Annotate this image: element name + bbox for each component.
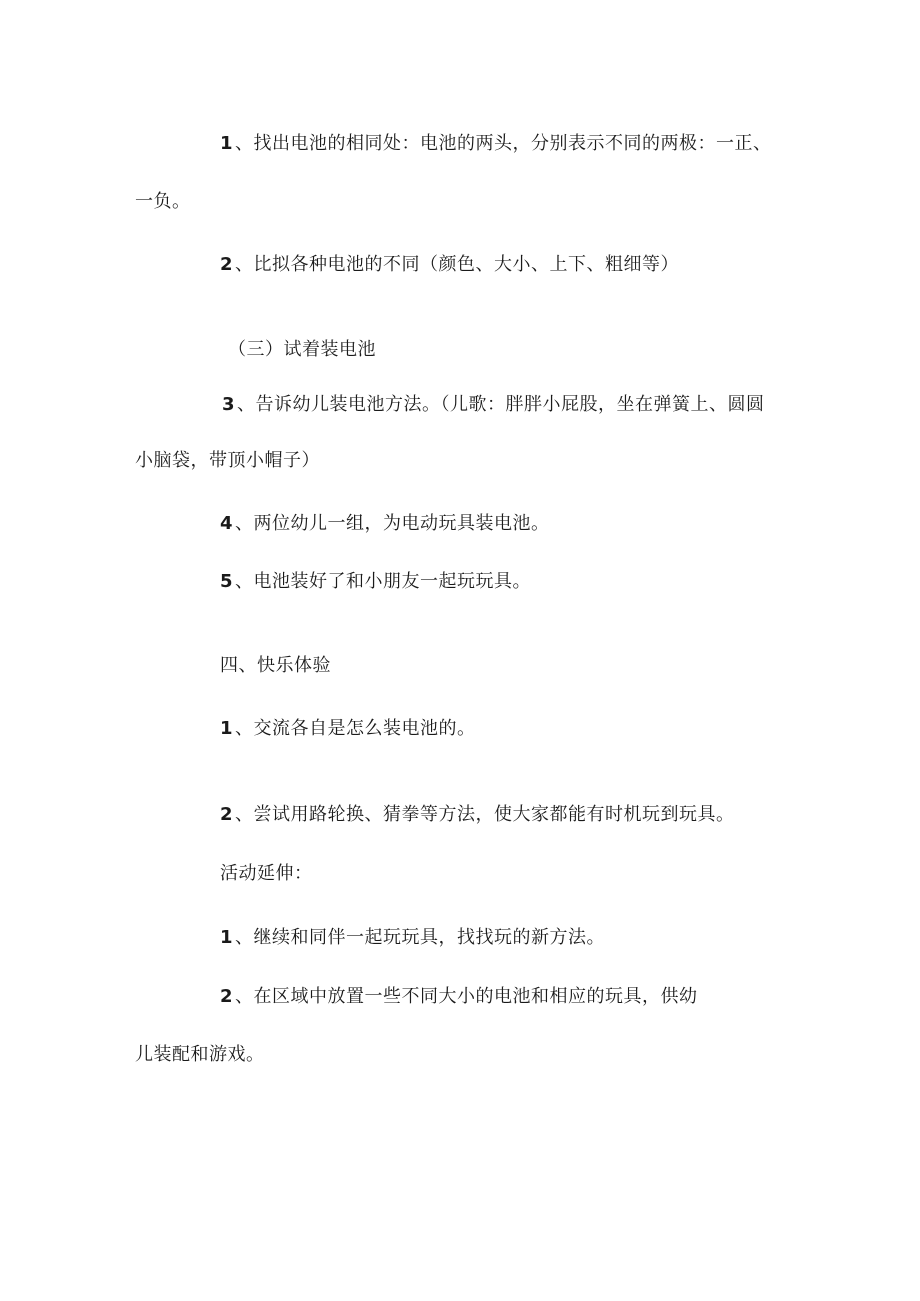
step-3-continuation bbox=[135, 449, 320, 473]
step-number: 2 bbox=[220, 986, 234, 1007]
step-5-play bbox=[220, 570, 531, 594]
step-3-method bbox=[222, 393, 765, 417]
section-heading-text: 四、快乐体验 bbox=[220, 655, 331, 676]
step-text: 、找出电池的相同处：电池的两头，分别表示不同的两极：一正、 bbox=[235, 133, 772, 154]
extension-step-2-continuation bbox=[135, 1043, 265, 1067]
step-text: 、在区域中放置一些不同大小的电池和相应的玩具，供幼 bbox=[235, 986, 698, 1007]
section-heading-text: （三）试着装电池 bbox=[228, 339, 376, 360]
step-text: 、两位幼儿一组，为电动玩具装电池。 bbox=[235, 513, 550, 534]
section-heading-text: 活动延伸： bbox=[220, 863, 313, 884]
step-text: 、交流各自是怎么装电池的。 bbox=[235, 718, 476, 739]
step-1-continuation bbox=[135, 190, 191, 214]
step-number: 2 bbox=[220, 254, 234, 275]
extension-step-1 bbox=[220, 926, 605, 950]
step-text: 儿装配和游戏。 bbox=[135, 1044, 265, 1065]
step-2-take-turns bbox=[220, 803, 735, 827]
section-heading-extension bbox=[220, 862, 313, 886]
step-text: 一负。 bbox=[135, 191, 191, 212]
step-text: 、电池装好了和小朋友一起玩玩具。 bbox=[235, 571, 532, 592]
step-2-compare bbox=[220, 253, 679, 277]
section-heading-try-battery bbox=[228, 338, 376, 362]
step-number: 4 bbox=[220, 513, 234, 534]
step-1-exchange bbox=[220, 717, 476, 741]
step-number: 2 bbox=[220, 804, 234, 825]
step-number: 1 bbox=[220, 927, 234, 948]
step-number: 1 bbox=[220, 133, 234, 154]
step-text: 、继续和同伴一起玩玩具，找找玩的新方法。 bbox=[235, 927, 606, 948]
step-number: 3 bbox=[222, 394, 236, 415]
extension-step-2 bbox=[220, 985, 698, 1009]
step-1-find-common bbox=[220, 132, 772, 156]
step-text: 、告诉幼儿装电池方法。（儿歌：胖胖小屁股，坐在弹簧上、圆圆 bbox=[237, 394, 765, 415]
step-4-pairs bbox=[220, 512, 550, 536]
step-text: 小脑袋，带顶小帽子） bbox=[135, 450, 320, 471]
step-text: 、比拟各种电池的不同（颜色、大小、上下、粗细等） bbox=[235, 254, 680, 275]
step-text: 、尝试用路轮换、猜拳等方法，使大家都能有时机玩到玩具。 bbox=[235, 804, 735, 825]
step-number: 5 bbox=[220, 571, 234, 592]
step-number: 1 bbox=[220, 718, 234, 739]
section-heading-happy-experience bbox=[220, 654, 331, 678]
